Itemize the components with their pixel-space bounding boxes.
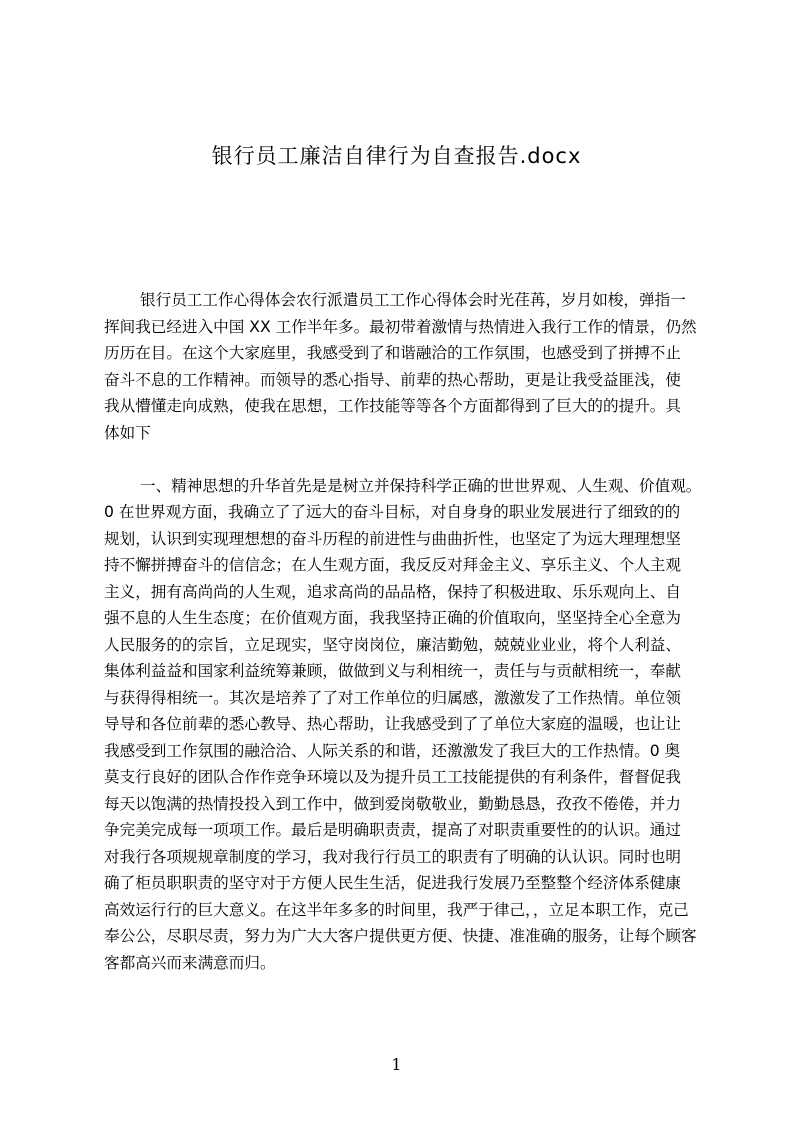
paragraph-2-line: 对我行各项规规章制度的学习，我对我行行员工的职责有了明确的认认识。同时也明 (104, 847, 681, 866)
paragraph-2-line: 集体利益益和国家利益统筹兼顾，做做到义与利相统一，责任与与贡献相统一，奉献 (104, 662, 681, 680)
paragraph-2-line: 0 在世界观方面，我确立了了远大的奋斗目标，对自身身的职业发展进行了细致的的 (104, 503, 681, 521)
paragraph-2-line: 确了柜员职职责的坚守对于方便人民生生活，促进我行发展乃至整整个经济体系健康 (104, 874, 681, 892)
paragraph-1-line: 银行员工工作心得体会农行派遣员工工作心得体会时光荏苒，岁月如梭，弹指一 (140, 291, 686, 309)
paragraph-2-line: 与获得得相统一。其次是培养了了对工作单位的归属感，激激发了工作热情。单位领 (104, 688, 681, 707)
paragraph-2-line: 强不息的人生生态度；在价值观方面，我我坚持正确的价值取向，坚坚持全心全意为 (104, 609, 681, 627)
paragraph-1-line: 挥间我已经进入中国 XX 工作半年多。最初带着激情与热情进入我行工作的情景，仍然 (104, 317, 697, 336)
paragraph-2-line: 争完美完成每一项项工作。最后是明确职责责，提高了对职责重要性的的认识。通过 (104, 821, 681, 839)
paragraph-2-line: 莫支行良好的团队合作作竞争环境以及为提升员工工技能提供的有利条件，督督促我 (104, 768, 681, 786)
paragraph-1-line: 历历在目。在这个大家庭里，我感受到了和谐融洽的工作氛围，也感受到了拼搏不止 (104, 344, 681, 362)
paragraph-1-line: 体如下 (104, 423, 151, 442)
paragraph-2-line: 奉公公，尽职尽责，努力为广大大客户提供更方便、快捷、准准确的服务，让每个顾客 (104, 927, 697, 945)
paragraph-2-line: 高效运行行的巨大意义。在这半年多多的时间里，我严于律己，，立足本职工作，克己 (104, 900, 689, 919)
paragraph-2-line: 持不懈拼搏奋斗的信信念；在人生观方面，我反反对拜金主义、享乐主义、个人主观 (104, 556, 681, 574)
paragraph-spacer (104, 446, 704, 473)
paragraph-2-line: 我感受到工作氛围的融洽洽、人际关系的和谐，还激激发了我巨大的工作热情。0 奥 (104, 741, 681, 760)
paragraph-1-line: 我从懵懂走向成熟，使我在思想，工作技能等等各个方面都得到了巨大的的提升。具 (104, 397, 681, 415)
document-title: 银行员工廉洁自律行为自查报告.docx (211, 144, 582, 168)
document-body (104, 287, 704, 976)
paragraph-2-line: 主义，拥有高尚尚的人生观，追求高尚的品品格，保持了积极进取、乐乐观向上、自 (104, 582, 681, 601)
page-number: 1 (391, 1055, 402, 1074)
paragraph-2-line: 每天以饱满的热情投投入到工作中，做到爱岗敬敬业，勤勤恳恳，孜孜不倦倦，并力 (104, 794, 681, 813)
paragraph-2-line: 客都高兴而来满意而归。 (104, 953, 276, 972)
paragraph-2-line: 规划，认识到实现理想想的奋斗历程的前进性与曲曲折性，也坚定了为远大理理想坚 (104, 529, 681, 548)
paragraph-1-line: 奋斗不息的工作精神。而领导的悉心指导、前辈的热心帮助，更是让我受益匪浅，使 (104, 370, 681, 389)
paragraph-2-line: 一、精神思想的升华首先是是树立并保持科学正确的世世界观、人生观、价值观。 (140, 476, 702, 495)
paragraph-2-line: 人民服务的的宗旨，立足现实，坚守岗岗位，廉洁勤勉，兢兢业业业，将个人利益、 (104, 635, 681, 654)
paragraph-2-line: 导导和各位前辈的悉心教导、热心帮助，让我感受到了了单位大家庭的温暖，也让让 (104, 715, 681, 733)
